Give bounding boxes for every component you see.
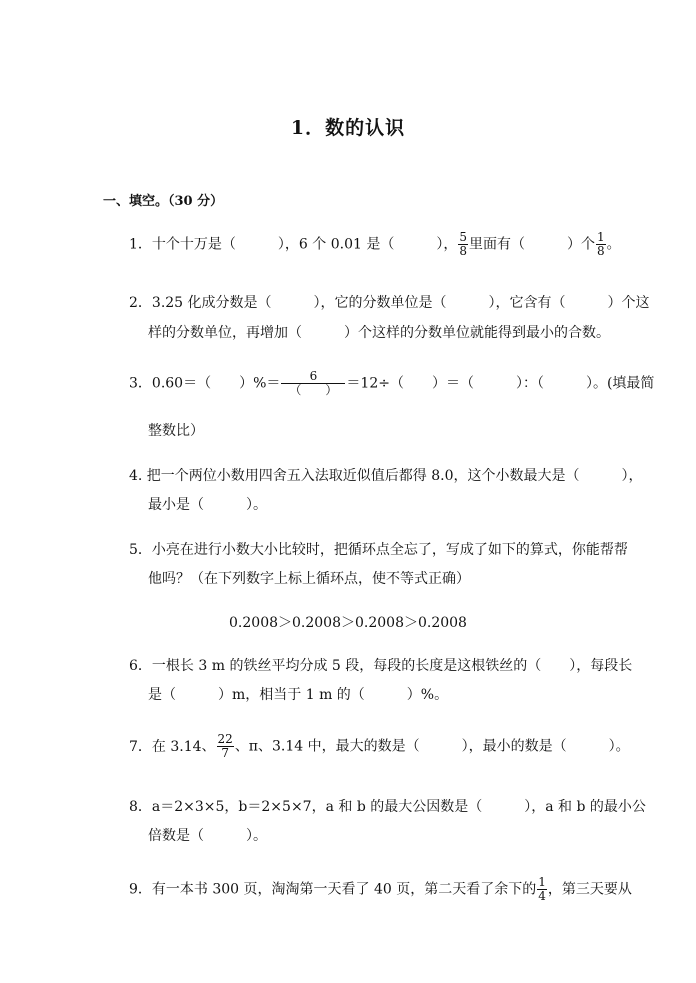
q7-text-b: 、π、3.14 中，最大的数是（ ），最小的数是（ ）。	[234, 738, 630, 755]
question-6-line-2: 是（ ）m，相当于 1 m 的（ ）%。	[148, 687, 449, 703]
q3-fraction: $\frac{6}{( )}$	[281, 370, 345, 397]
q1-text-c: 。	[606, 236, 621, 253]
q1-fraction-1-8: $\frac{1}{8}$	[596, 230, 605, 258]
q3-text-b: ＝12÷（ ）＝（ ）：（ ）。(填最简	[346, 375, 655, 392]
question-5-line-1: 5．小亮在进行小数大小比较时，把循环点全忘了，写成了如下的算式，你能帮帮	[129, 542, 628, 558]
question-7	[129, 733, 660, 760]
question-6-line-1: 6．一根长 3 m 的铁丝平均分成 5 段，每段的长度是这根铁丝的（ ），每段长	[129, 658, 633, 674]
question-1	[129, 231, 660, 258]
question-8-line-1: 8．a＝2×3×5，b＝2×5×7，a 和 b 的最大公因数是（ ），a 和 b 的最小公	[129, 799, 646, 815]
q3-text-a: 3．0.60＝（ ）%＝	[129, 375, 281, 392]
question-8-line-2: 倍数是（ ）。	[148, 828, 267, 844]
question-9	[129, 876, 660, 903]
q9-text-a: 9．有一本书 300 页，淘淘第一天看了 40 页，第二天看了余下的	[129, 881, 537, 898]
section-heading: 一、填空。（30 分）	[103, 194, 224, 209]
q1-text-b: 里面有（ ）个	[468, 236, 595, 253]
question-4-line-1: 4. 把一个两位小数用四舍五入法取近似值后都得 8.0，这个小数最大是（ ），	[129, 468, 643, 484]
q7-fraction-22-7: $\frac{22}{7}$	[217, 732, 233, 760]
q9-text-b: ，第三天要从	[547, 881, 632, 898]
question-4-line-2: 最小是（ ）。	[148, 497, 267, 513]
question-3-line-2: 整数比）	[148, 423, 204, 439]
question-2-line-2: 样的分数单位，再增加（ ）个这样的分数单位就能得到最小的合数。	[148, 325, 610, 341]
q7-text-a: 7．在 3.14	[129, 738, 202, 755]
q7-separator: 、	[201, 738, 216, 755]
q1-text-a: 1．十个十万是（ ），6 个 0.01 是（ ），	[129, 236, 458, 253]
question-2-line-1: 2．3.25 化成分数是（ ），它的分数单位是（ ），它含有（ ）个这	[129, 295, 650, 311]
q1-fraction-5-8: $\frac{5}{8}$	[459, 230, 467, 258]
q9-fraction-1-4: $\frac{1}{4}$	[538, 875, 546, 903]
question-5-line-2: 他吗？（在下列数字上标上循环点，使不等式正确）	[148, 571, 470, 587]
page-title: 1．数的认识	[290, 117, 406, 139]
q5-inequality: 0.2008＞0.2008＞0.2008＞0.2008	[229, 615, 467, 631]
question-3	[129, 370, 660, 397]
